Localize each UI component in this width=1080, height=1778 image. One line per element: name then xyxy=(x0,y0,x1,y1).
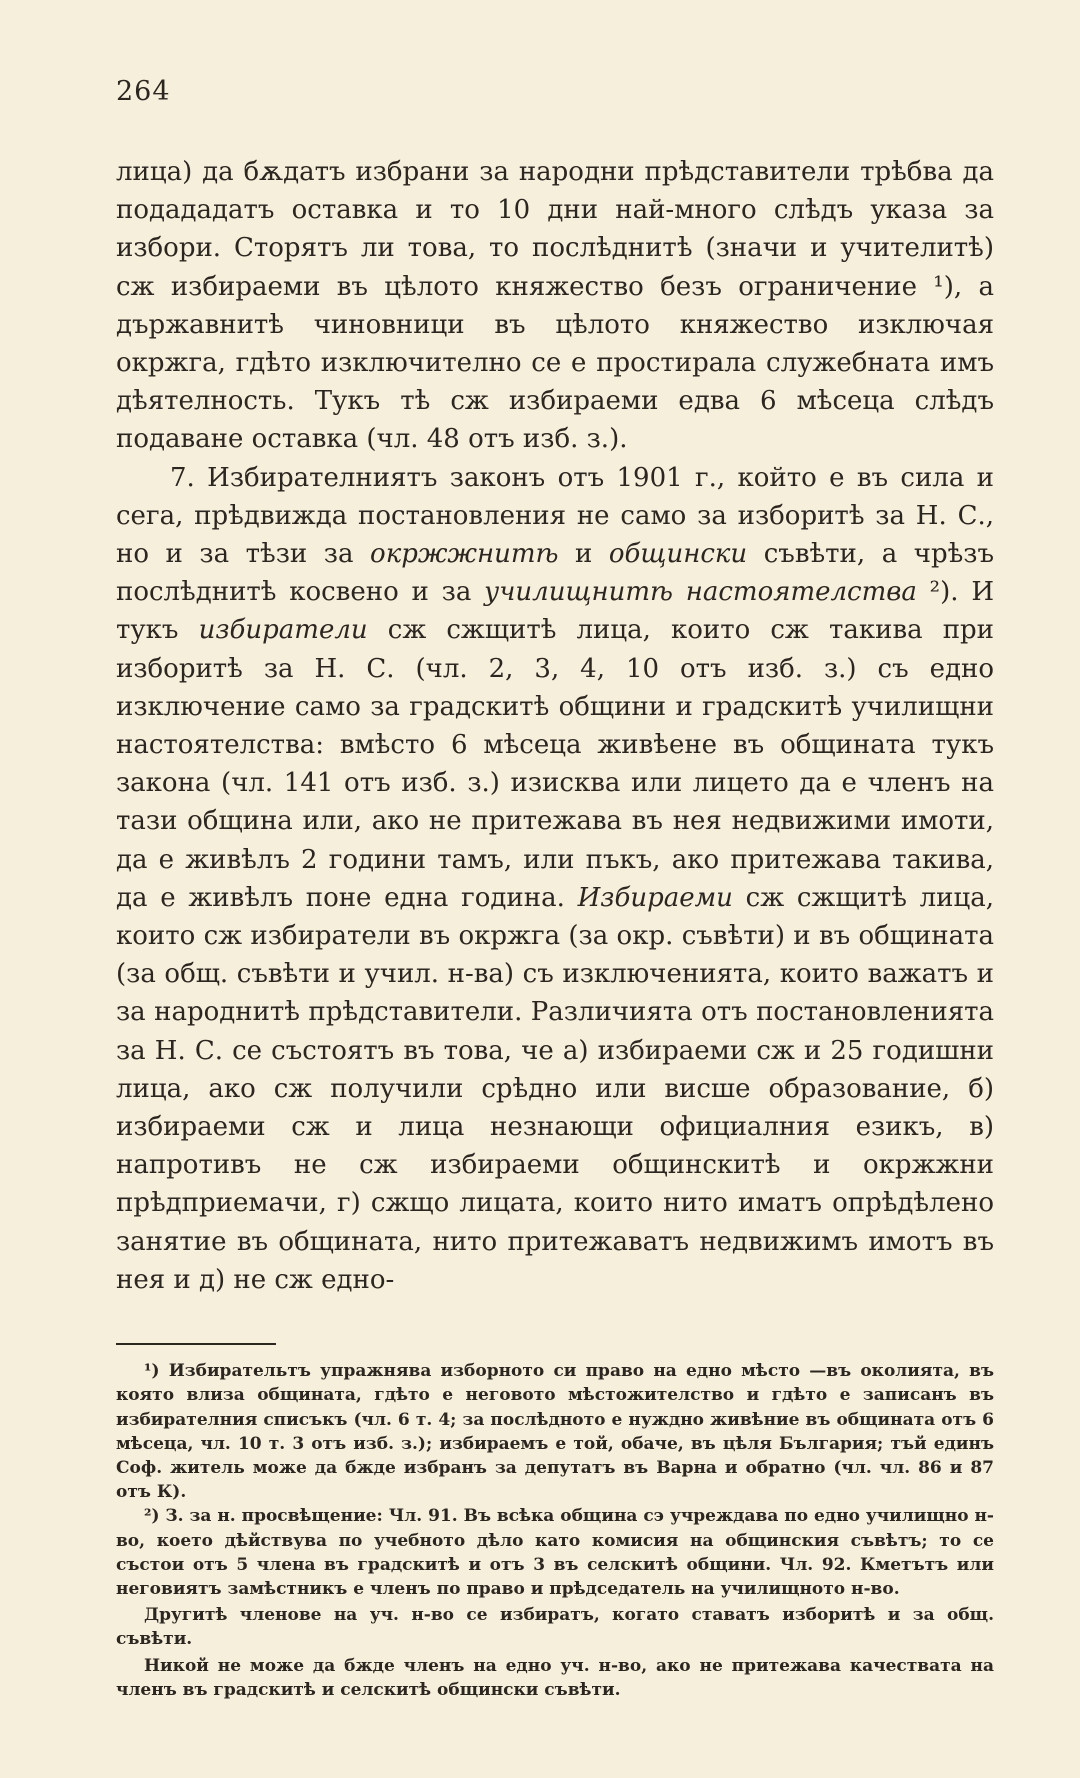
footnote-1: ¹) Избирательтъ упражнява изборното си право на едно мѣсто —въ околията, въ която влиза общината, гдѣто е неговото мѣстожителство и гдѣто е записанъ въ избирателния списъкъ (чл. 6 т. 4; за послѣдното е нуждно живѣние въ общината отъ 6 мѣсеца, чл. 10 т. 3 отъ изб. з.); избираемъ е той, обаче, въ цѣля България; тъй единъ Соф. житель може да бжде избранъ за депутатъ въ Варна и обратно (чл. чл. 86 и 87 отъ К). xyxy=(116,1361,994,1503)
book-page xyxy=(116,76,994,1702)
footnote-2-continued-b: Никой не може да бжде членъ на едно уч. н-во, ако не притежава качествата на членъ въ градскитѣ и селскитѣ общински съвѣти. xyxy=(116,1655,994,1700)
footnote-divider xyxy=(116,1343,276,1345)
emphasis-municipal: общински xyxy=(608,539,748,570)
page-number: 264 xyxy=(116,76,171,107)
emphasis-voters: избиратели xyxy=(198,615,368,646)
footnotes xyxy=(116,1359,994,1702)
paragraph-2 xyxy=(116,459,994,1299)
paragraph-2-text-5: сж сжщитѣ лица, които сж такива при изборитѣ за Н. С. (чл. 2, 3, 4, 10 отъ изб. з.) съ едно изключение само за градскитѣ общини и градскитѣ училищни настоятелства: вмѣсто 6 мѣсеца живѣене въ общината тукъ закона (чл. 141 отъ изб. з.) изисква или лицето да е членъ на тази община или, ако не притежава въ нея недвижими имоти, да е живѣлъ 2 години тамъ, или пъкъ, ако притежава такива, да е живѣлъ поне една година. xyxy=(116,615,995,913)
emphasis-school-boards: училищнитѣ настоятелства xyxy=(484,577,917,608)
paragraph-2-text-4: ²). И тукъ xyxy=(116,577,994,646)
paragraph-1: лица) да бѫдатъ избрани за народни прѣдставители трѣбва да подададатъ оставка и то 10 дни най-много слѣдъ указа за избори. Сторятъ ли това, то послѣднитѣ (значи и учителитѣ) сж избираеми въ цѣлото княжество безъ ограничение ¹), а държавнитѣ чиновници въ цѣлото княжество изключая окржга, гдѣто изключително се е простирала служебната имъ дѣятелность. Тукъ тѣ сж избираеми едва 6 мѣсеца слѣдъ подаване оставка (чл. 48 отъ изб. з.). xyxy=(116,157,994,455)
paragraph-2-text-3: съвѣти, а чрѣзъ послѣднитѣ косвено и за xyxy=(116,539,994,608)
emphasis-district-councils: окржжнитѣ xyxy=(370,539,559,570)
main-text xyxy=(116,153,994,1299)
paragraph-2-text-2: и xyxy=(558,539,609,570)
footnote-2-continued-a: Другитѣ членове на уч. н-во се избиратъ, когато ставатъ изборитѣ и за общ. съвѣти. xyxy=(116,1605,994,1650)
emphasis-eligible: Избираеми xyxy=(577,882,733,913)
paragraph-2-text-1: 7. Избирателниятъ законъ отъ 1901 г., който е въ сила и сега, прѣдвижда постановления не само за изборитѣ за Н. С., но и за тѣзи за xyxy=(116,462,994,570)
paragraph-2-text-6: сж сжщитѣ лица, които сж избиратели въ окржга (за окр. съвѣти) и въ общината (за общ. съвѣти и учил. н-ва) съ изключенията, които важатъ и за народнитѣ прѣдставители. Различията отъ постановленията за Н. С. се състоятъ въ това, че а) избираеми сж и 25 годишни лица, ако сж получили срѣдно или висше образование, б) избираеми сж и лица незнающи официалния езикъ, в) напротивъ не сж избираеми общинскитѣ и окржжни прѣдприемачи, г) сжщо лицата, които нито иматъ опрѣдѣлено занятие въ общината, нито притежаватъ недвижимъ имотъ въ нея и д) не сж едно- xyxy=(116,882,994,1295)
footnote-2: ²) З. за н. просвѣщение: Чл. 91. Въ всѣка община сэ учреждава по едно училищно н-во, което дѣйствува по учебното дѣло като комисия на общинския съвѣтъ; то се състои отъ 5 члена въ градскитѣ и отъ 3 въ селскитѣ общини. Чл. 92. Кметътъ или неговиятъ замѣстникъ е членъ по право и прѣдседатель на училищното н-во. xyxy=(116,1506,994,1599)
